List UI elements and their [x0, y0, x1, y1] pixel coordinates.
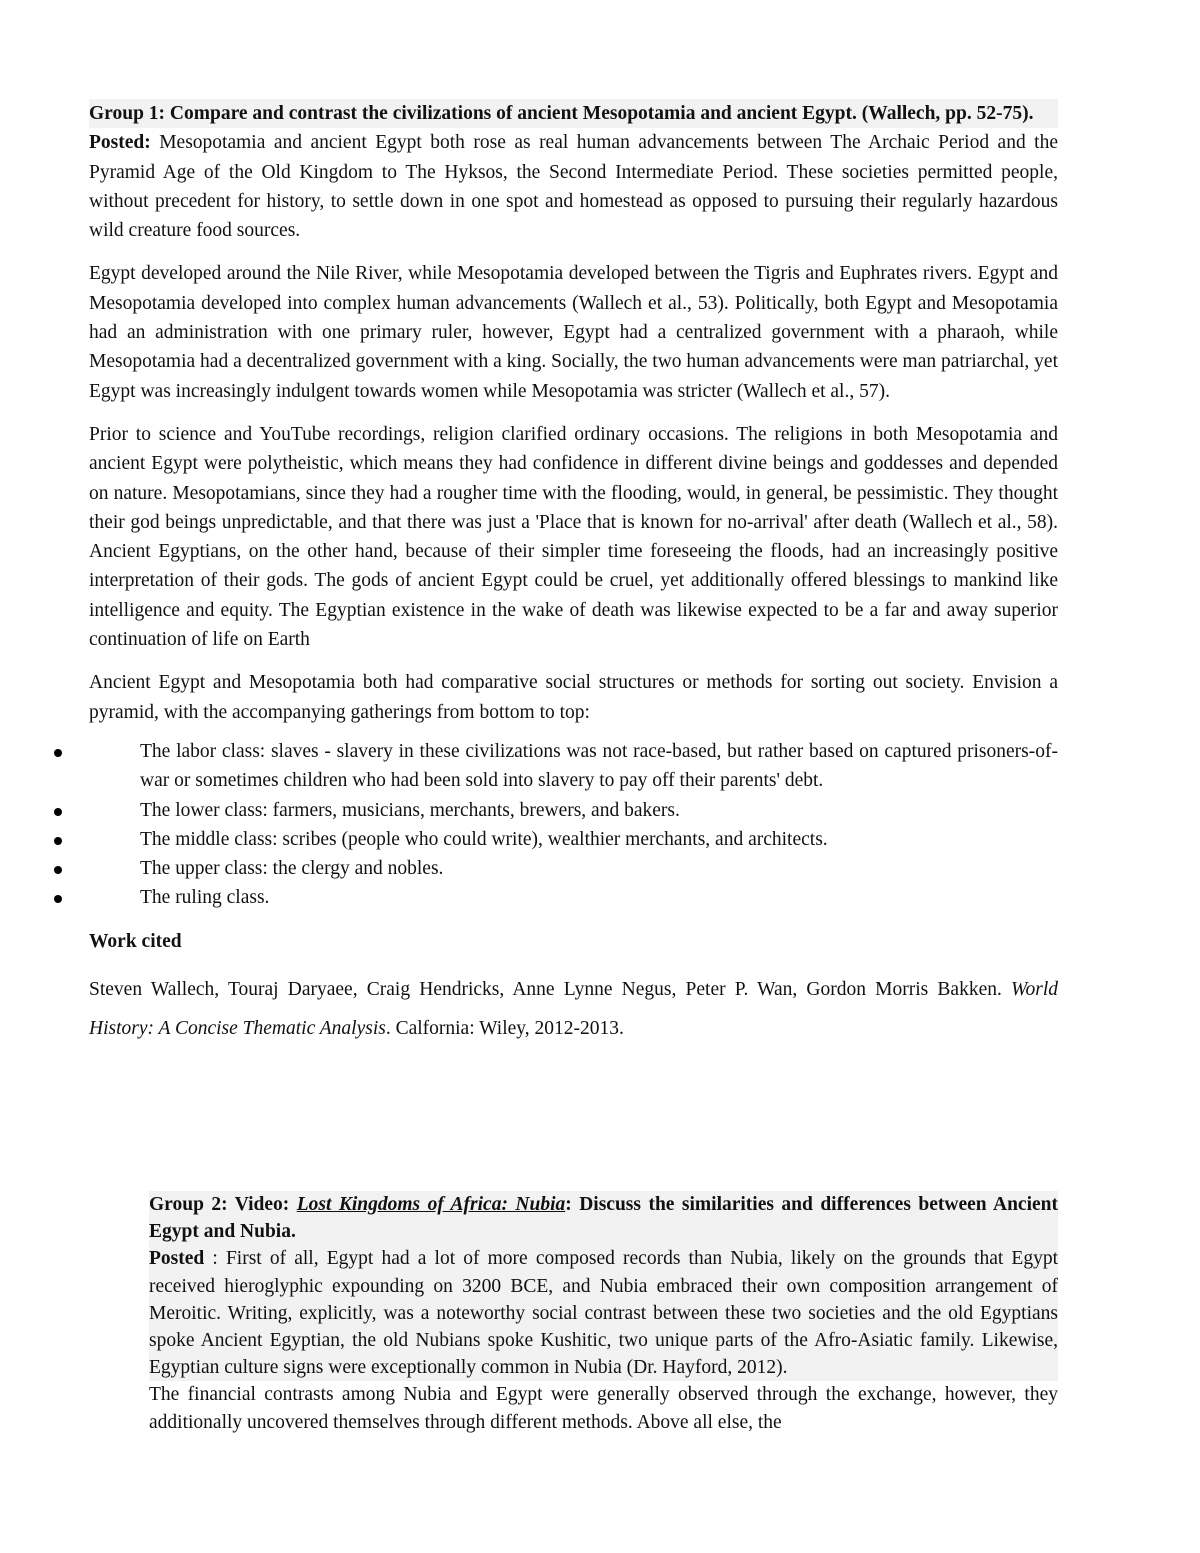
group2-heading-suffix: : Discuss the similarities and differences between Ancient Egypt and Nubia. — [149, 1194, 1058, 1243]
list-item: The upper class: the clergy and nobles. — [89, 854, 1058, 883]
citation-book-title: World History: A Concise Thematic Analysis — [89, 979, 1058, 1040]
posted-label: Posted: — [89, 132, 151, 154]
group2-heading-prefix: Group 2: Video: — [149, 1194, 297, 1215]
bullet-icon — [54, 749, 62, 757]
list-item: The labor class: slaves - slavery in these civilizations was not race-based, but rather based on captured prisoners-of-war or sometimes children who had been sold into slavery to pay off their parents' debt. — [89, 737, 1058, 796]
bullet-icon — [54, 808, 62, 816]
bullet-icon — [54, 866, 62, 874]
list-item: The lower class: farmers, musicians, merchants, brewers, and bakers. — [89, 796, 1058, 825]
group1-section — [89, 99, 1058, 1048]
group2-section — [149, 1191, 1058, 1436]
group1-paragraph-3: Prior to science and YouTube recordings, religion clarified ordinary occasions. The religions in both Mesopotamia and ancient Egypt were polytheistic, which means they had confidence in different divine beings and goddesses and depended on nature. Mesopotamians, since they had a rougher time with the flooding, would, in general, be pessimistic. They thought their god beings unpredictable, and that there was just a 'Place that is known for no-arrival' after death (Wallech et al., 58). Ancient Egyptians, on the other hand, because of their simpler time foreseeing the floods, had an increasingly positive interpretation of their gods. The gods of ancient Egypt could be cruel, yet additionally offered blessings to mankind like intelligence and equity. The Egyptian existence in the wake of death was likewise expected to be a far and away superior continuation of life on Earth — [89, 423, 1058, 651]
bullet-icon — [54, 837, 62, 845]
work-cited-title: Work cited — [89, 930, 182, 952]
group2-posted-label: Posted — [149, 1248, 205, 1270]
list-item: The ruling class. — [89, 883, 1058, 912]
posted-text: Mesopotamia and ancient Egypt both rose as real human advancements between The Archaic Period and the Pyramid Age of the Old Kingdom to The Hyksos, the Second Intermediate Period. These societies permitted people, without precedent for history, to settle down in one spot and homestead as opposed to pursuing their regularly hazardous wild creature food sources. — [89, 132, 1058, 242]
group1-paragraph-4: Ancient Egypt and Mesopotamia both had comparative social structures or methods for sorting out society. Envision a pyramid, with the accompanying gatherings from bottom to top: — [89, 672, 1058, 723]
social-class-list — [89, 737, 1058, 913]
list-item: The middle class: scribes (people who could write), wealthier merchants, and architects. — [89, 825, 1058, 854]
citation-publisher: . Calfornia: Wiley, 2012-2013. — [385, 1018, 624, 1040]
video-title-link: Lost Kingdoms of Africa: Nubia — [296, 1194, 566, 1215]
group2-paragraph-2: The financial contrasts among Nubia and Egypt were generally observed through the exchange, however, they additionally uncovered themselves through different methods. Above all else, the — [149, 1384, 1058, 1433]
group2-posted-paragraph — [149, 1245, 1058, 1381]
group2-posted-text: : First of all, Egypt had a lot of more composed records than Nubia, likely on the grounds that Egypt received hieroglyphic expounding on 3200 BCE, and Nubia embraced their own composition arrangement of Meroitic. Writing, explicitly, was a noteworthy social contrast between these two societies and the old Egyptians spoke Ancient Egyptian, the old Nubians spoke Kushitic, two unique parts of the Afro-Asiatic family. Likewise, Egyptian culture signs were exceptionally common in Nubia (Dr. Hayford, 2012). — [149, 1248, 1058, 1379]
citation — [89, 970, 1058, 1048]
bullet-icon — [54, 895, 62, 903]
group1-paragraph-2: Egypt developed around the Nile River, while Mesopotamia developed between the Tigris and Euphrates rivers. Egypt and Mesopotamia developed into complex human advancements (Wallech et al., 53). Politically, both Egypt and Mesopotamia had an administration with one primary ruler, however, Egypt had a centralized government with a pharaoh, while Mesopotamia had a decentralized government with a king. Socially, the two human advancements were man patriarchal, yet Egypt was increasingly indulgent towards women while Mesopotamia was stricter (Wallech et al., 57). — [89, 263, 1058, 402]
group1-posted-paragraph — [89, 128, 1058, 245]
citation-authors: Steven Wallech, Touraj Daryaee, Craig Hendricks, Anne Lynne Negus, Peter P. Wan, Gordon Morris Bakken. — [89, 979, 1012, 1001]
group1-heading: Group 1: Compare and contrast the civilizations of ancient Mesopotamia and ancient Egypt. (Wallech, pp. 52-75). — [89, 99, 1058, 128]
group2-heading — [149, 1191, 1058, 1245]
